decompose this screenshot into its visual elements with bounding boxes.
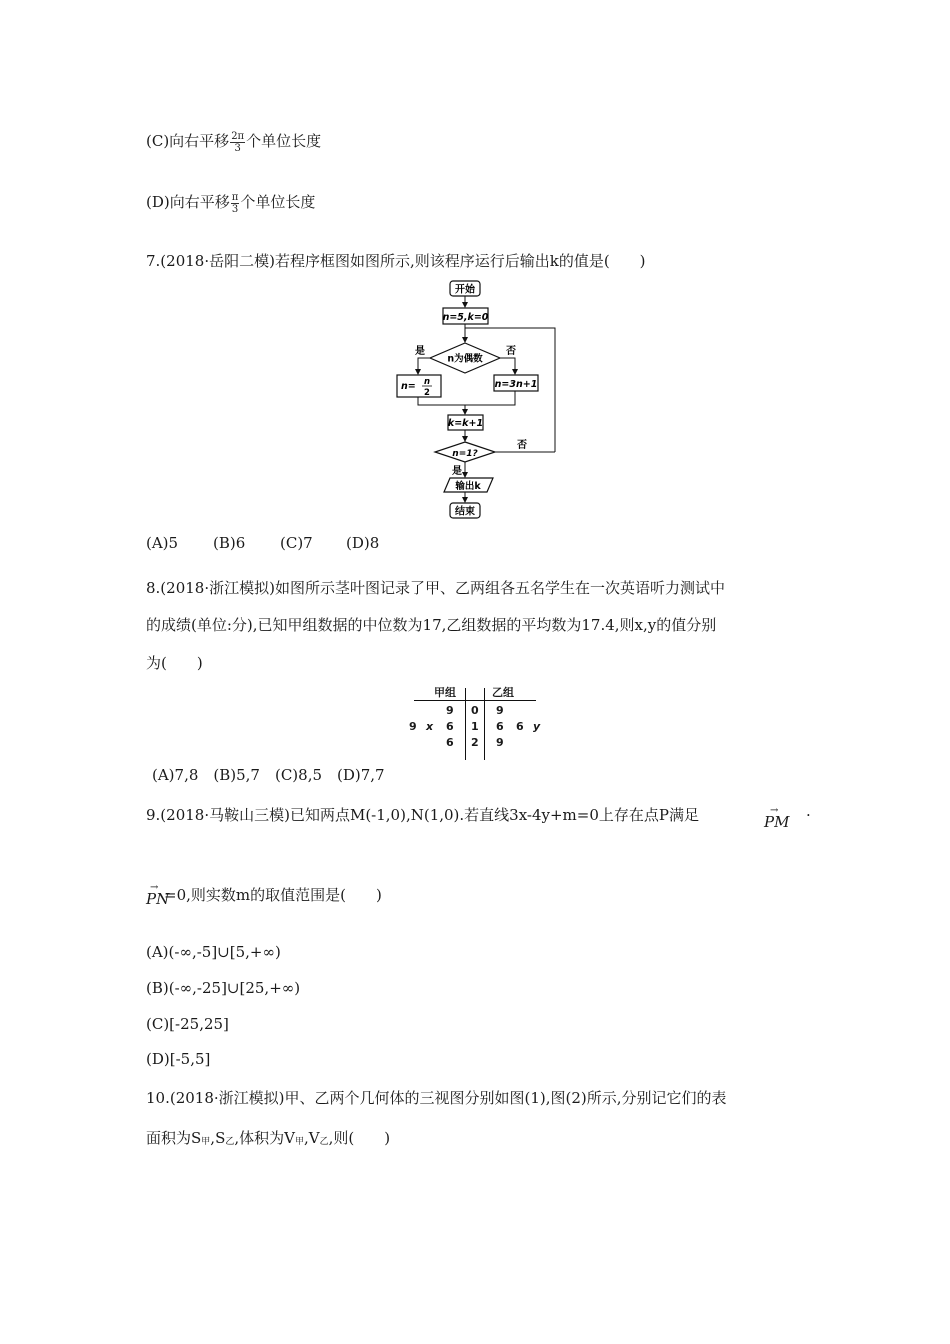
q8-options: (A)7,8 (B)5,7 (C)8,5 (D)7,7: [152, 766, 385, 784]
dot-product-symbol: ·: [806, 806, 811, 824]
stemleaf-header-left: 甲组: [434, 686, 456, 699]
stemleaf-leaf: 6: [496, 720, 504, 733]
stemleaf-leaf: x: [426, 720, 434, 733]
svg-text:n=: n=: [401, 381, 416, 392]
stemleaf-leaf: y: [533, 720, 541, 733]
svg-text:2: 2: [424, 388, 430, 398]
stemleaf-stem: 2: [471, 736, 479, 749]
stemleaf-hline: [414, 700, 536, 701]
stemleaf-leaf: 9: [446, 704, 454, 717]
q9-stem-part1: 9.(2018·马鞍山三模)已知两点M(-1,0),N(1,0).若直线3x-4y+m=0上存在点P满足: [146, 806, 699, 824]
stemleaf-stem: 0: [471, 704, 479, 717]
stemleaf-vline-left: [465, 688, 466, 760]
q6-option-d: (D)向右平移 $\frac{\pi}{3}$ 个单位长度: [146, 191, 316, 215]
svg-text:n: n: [423, 377, 431, 387]
svg-text:k=k+1: k=k+1: [447, 418, 484, 429]
q10-stem-line1: 10.(2018·浙江模拟)甲、乙两个几何体的三视图分别如图(1),图(2)所示,分别记它们的表: [146, 1089, 727, 1107]
q7-option-d: (D)8: [346, 534, 380, 552]
stemleaf-stem: 1: [471, 720, 479, 733]
arrow-icon: →: [150, 882, 159, 893]
q7-option-c: (C)7: [280, 534, 313, 552]
vector-pm: → PM: [764, 805, 790, 831]
q8-stem-line3: 为( ): [146, 654, 203, 672]
stemleaf-vline-right: [484, 688, 485, 760]
svg-text:输出k: 输出k: [455, 481, 481, 492]
stemleaf-leaf: 6: [516, 720, 524, 733]
q9-stem-part2: =0,则实数m的取值范围是( ): [164, 886, 382, 904]
q7-option-a: (A)5: [146, 534, 179, 552]
stem-leaf-plot: [400, 684, 560, 760]
q7-option-b: (B)6: [213, 534, 246, 552]
stemleaf-leaf: 6: [446, 720, 454, 733]
svg-text:是: 是: [415, 346, 425, 357]
stemleaf-leaf: 9: [409, 720, 417, 733]
q9-option-a: (A)(-∞,-5]∪[5,+∞): [146, 943, 281, 961]
q9-option-b: (B)(-∞,-25]∪[25,+∞): [146, 979, 301, 997]
svg-text:是: 是: [452, 466, 462, 477]
q8-stem-line2: 的成绩(单位:分),已知甲组数据的中位数为17,乙组数据的平均数为17.4,则x,y的值分别: [146, 616, 717, 634]
stemleaf-leaf: 6: [446, 736, 454, 749]
svg-text:结束: 结束: [455, 506, 475, 518]
svg-text:n=1?: n=1?: [452, 449, 478, 459]
stemleaf-header-right: 乙组: [492, 686, 514, 699]
svg-text:n=3n+1: n=3n+1: [494, 379, 538, 390]
fraction: $\frac{2\pi}{3}$: [231, 130, 245, 154]
q9-option-c: (C)[-25,25]: [146, 1015, 229, 1033]
flow-cond1-text: n为偶数: [447, 353, 483, 365]
flowchart: [380, 278, 580, 523]
q7-stem: 7.(2018·岳阳二模)若程序框图如图所示,则该程序运行后输出k的值是( ): [146, 252, 646, 270]
svg-text:否: 否: [506, 346, 516, 357]
flow-start-text: 开始: [455, 284, 475, 296]
fraction: $\frac{\pi}{3}$: [231, 191, 239, 215]
flow-init-text: n=5,k=0: [442, 312, 489, 323]
stemleaf-leaf: 9: [496, 704, 504, 717]
q6-option-c: (C)向右平移 $\frac{2\pi}{3}$ 个单位长度: [146, 130, 322, 154]
q10-stem-line2: 面积为S甲,S乙,体积为V甲,V乙,则( ): [146, 1129, 391, 1147]
svg-text:否: 否: [517, 440, 527, 451]
q8-stem-line1: 8.(2018·浙江模拟)如图所示茎叶图记录了甲、乙两组各五名学生在一次英语听力测试中: [146, 579, 725, 597]
stemleaf-leaf: 9: [496, 736, 504, 749]
arrow-icon: →: [770, 805, 779, 816]
q9-option-d: (D)[-5,5]: [146, 1050, 211, 1068]
vector-pn: → PN: [146, 882, 170, 908]
